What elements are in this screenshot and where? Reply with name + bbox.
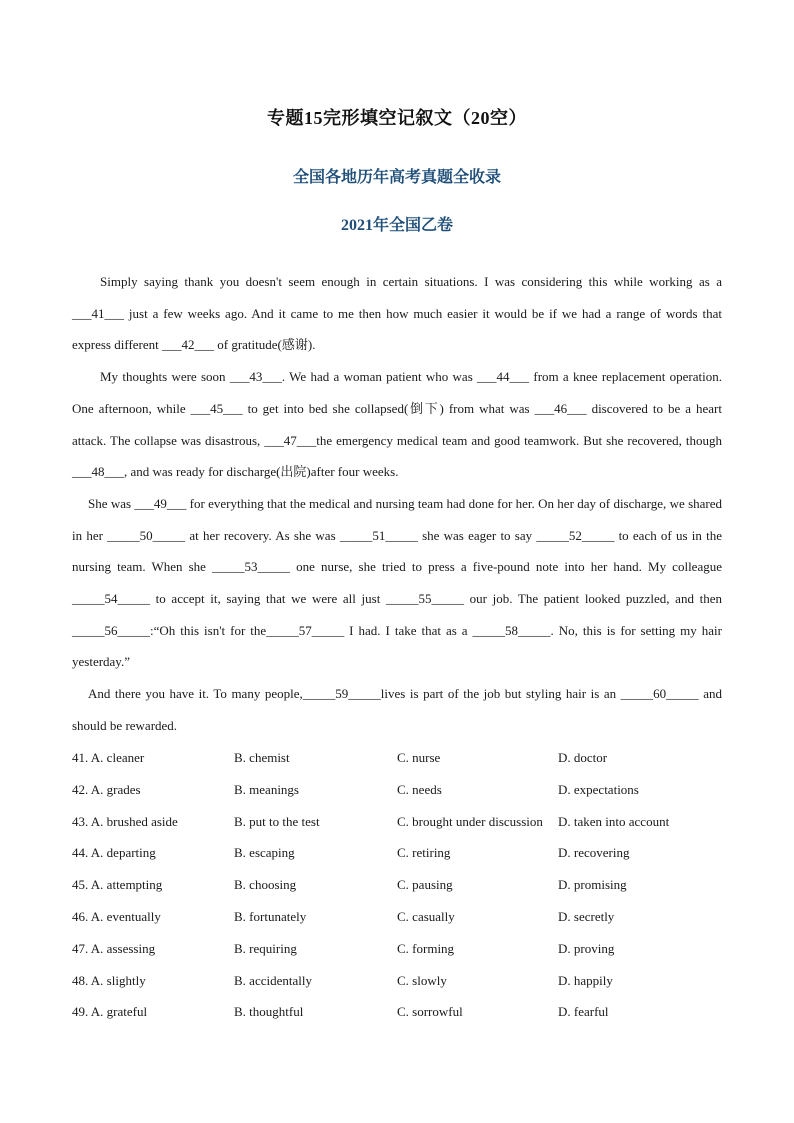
- cloze-passage: [72, 266, 722, 742]
- exam-label: 2021年全国乙卷: [340, 217, 453, 234]
- option-d: D. promising: [558, 877, 627, 893]
- question-number: 43.: [72, 813, 89, 829]
- option-b: B. requiring: [234, 940, 297, 956]
- collection-subtitle: 全国各地历年高考真题全收录: [292, 169, 501, 186]
- option-c: C. pausing: [397, 877, 453, 893]
- option-c: C. slowly: [397, 972, 447, 988]
- option-a-text: A. eventually: [90, 908, 161, 924]
- option-d: D. happily: [558, 972, 613, 988]
- question-41-options: [72, 742, 732, 774]
- question-number: 47.: [72, 940, 89, 956]
- option-a: [72, 837, 156, 869]
- option-a: [72, 933, 155, 965]
- option-b: B. fortunately: [234, 908, 307, 924]
- question-number: 44.: [72, 845, 89, 861]
- option-b: B. chemist: [234, 750, 290, 765]
- option-d: D. taken into account: [558, 813, 670, 829]
- option-a-text: A. cleaner: [90, 750, 145, 765]
- question-43-options: [72, 806, 732, 838]
- option-a: [72, 806, 178, 838]
- question-48-options: [72, 965, 732, 997]
- question-number: 41.: [72, 750, 89, 765]
- option-d: D. proving: [558, 940, 615, 956]
- option-c: C. sorrowful: [397, 1004, 463, 1020]
- question-42-options: [72, 774, 732, 806]
- option-a-text: A. departing: [90, 845, 156, 861]
- option-c: C. retiring: [397, 845, 451, 861]
- question-46-options: [72, 901, 732, 933]
- passage-paragraph-4: And there you have it. To many people,_____59_____lives is part of the job but styling hair is an _____60_____ and should be rewarded.: [72, 686, 722, 733]
- option-b: B. choosing: [234, 877, 297, 893]
- option-a: [72, 996, 147, 1028]
- option-c: C. forming: [397, 940, 455, 956]
- option-c: C. casually: [397, 908, 455, 924]
- option-c: C. needs: [397, 781, 442, 797]
- question-number: 49.: [72, 1004, 89, 1020]
- passage-paragraph-2: My thoughts were soon ___43___. We had a woman patient who was ___44___ from a knee replacement operation. One afternoon, while ___45___ to get into bed she collapsed(倒下) from what was ___46___ discovered to be a heart attack. The collapse was disastrous, ___47___the emergency medical team and good teamwork. But she recovered, though ___48___, and was ready for discharge(出院)after four weeks.: [72, 369, 722, 480]
- option-a: [72, 965, 146, 997]
- option-b: B. put to the test: [234, 813, 320, 829]
- question-47-options: [72, 933, 732, 965]
- question-number: 46.: [72, 908, 89, 924]
- question-49-options: [72, 996, 732, 1028]
- question-45-options: [72, 869, 732, 901]
- option-b: B. thoughtful: [234, 1004, 304, 1020]
- option-b: B. meanings: [234, 781, 299, 797]
- option-b: B. accidentally: [234, 972, 312, 988]
- option-d: D. recovering: [558, 845, 630, 861]
- question-44-options: [72, 837, 732, 869]
- question-number: 42.: [72, 781, 89, 797]
- question-number: 45.: [72, 877, 89, 893]
- option-a-text: A. slightly: [90, 972, 146, 988]
- option-b: B. escaping: [234, 845, 295, 861]
- option-c: C. brought under discussion: [397, 813, 543, 829]
- question-number: 48.: [72, 972, 89, 988]
- option-c: C. nurse: [397, 750, 441, 765]
- option-d: D. expectations: [558, 781, 639, 797]
- option-a-text: A. grateful: [90, 1004, 148, 1020]
- passage-paragraph-3: She was ___49___ for everything that the medical and nursing team had done for her. On her day of discharge, we shared in her _____50_____ at her recovery. As she was _____51_____ she was eager to say _____52_____ to each of us in the nursing team. When she _____53_____ one nurse, she tried to press a five-pound note into her hand. My colleague _____54_____ to accept it, saying that we were all just _____55_____ our job. The patient looked puzzled, and then _____56_____:“Oh this isn't for the_____57_____ I had. I take that as a _____58_____. No, this is for setting my hair yesterday.”: [72, 495, 722, 670]
- option-d: D. doctor: [558, 750, 608, 765]
- option-a: [72, 869, 162, 901]
- option-a: [72, 742, 144, 774]
- option-a-text: A. attempting: [90, 877, 163, 893]
- option-a: [72, 901, 161, 933]
- passage-paragraph-1: Simply saying thank you doesn't seem enough in certain situations. I was considering this while working as a ___41___ just a few weeks ago. And it came to me then how much easier it would be if we had a range of words that express different ___42___ of gratitude(感谢).: [72, 274, 722, 353]
- option-a: [72, 774, 141, 806]
- option-a-text: A. brushed aside: [90, 813, 178, 829]
- option-a-text: A. assessing: [90, 940, 156, 956]
- option-a-text: A. grades: [90, 781, 141, 797]
- answer-options: [72, 742, 732, 1028]
- option-d: D. fearful: [558, 1004, 609, 1020]
- document-title: 专题15完形填空记叙文（20空）: [267, 108, 527, 128]
- option-d: D. secretly: [558, 908, 615, 924]
